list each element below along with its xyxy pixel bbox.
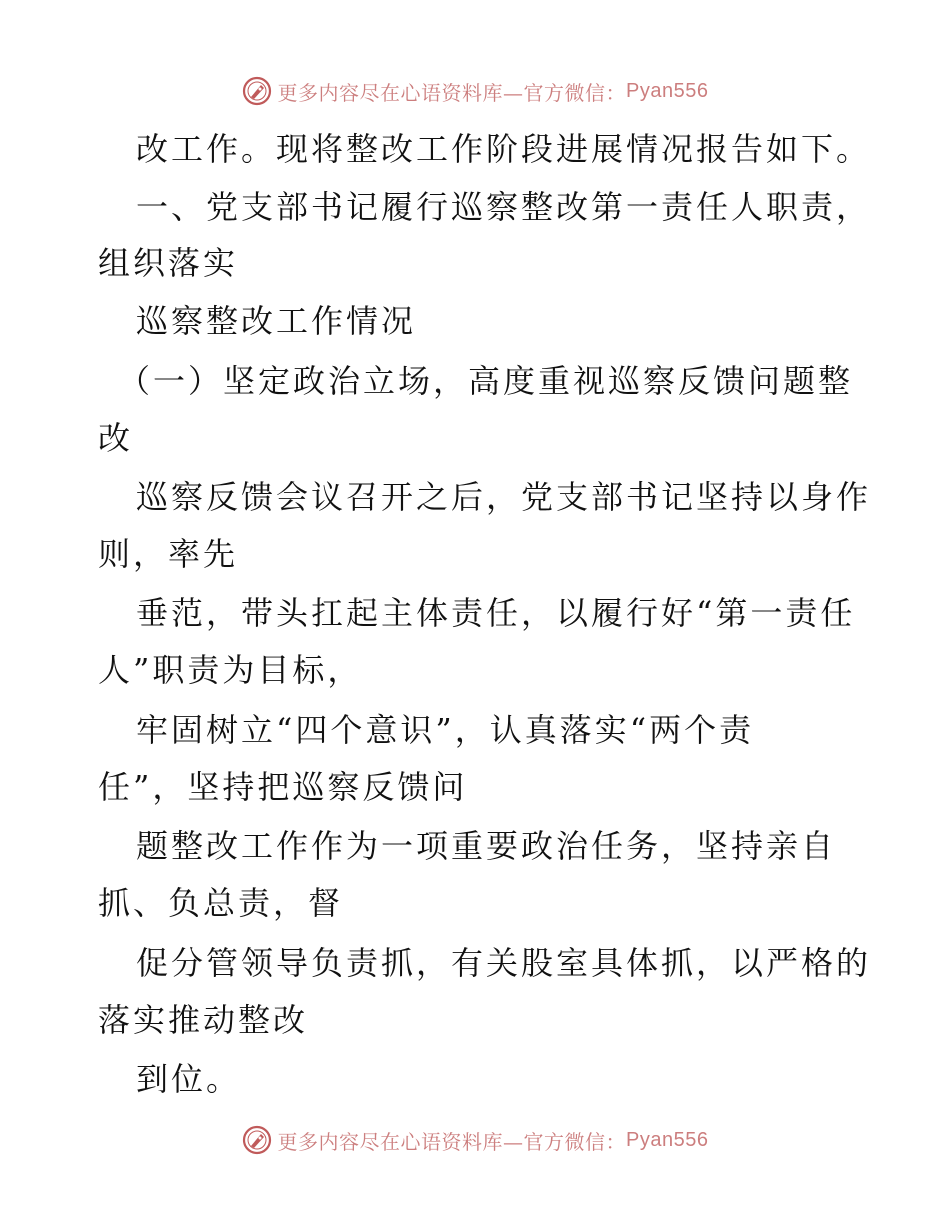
banner-wechat-id: Pyan556	[626, 79, 709, 102]
banner-text: 更多内容尽在心语资料库—官方微信：	[277, 80, 627, 105]
body-line: 人”职责为目标，	[98, 651, 363, 689]
banner-text: 更多内容尽在心语资料库—官方微信：	[277, 1129, 627, 1154]
section-heading-line: 一、党支部书记履行巡察整改第一责任人职责，	[136, 188, 872, 226]
body-line: 巡察反馈会议召开之后，党支部书记坚持以身作	[136, 478, 872, 516]
pen-nib-circle-icon	[242, 1125, 272, 1155]
subsection-heading-line: （一）坚定政治立场，高度重视巡察反馈问题整	[118, 362, 854, 400]
section-heading-line: 组织落实	[98, 244, 239, 282]
body-line: 题整改工作作为一项重要政治任务，坚持亲自	[136, 827, 837, 865]
section-heading-line: 巡察整改工作情况	[136, 302, 417, 340]
subsection-heading-line: 改	[98, 419, 134, 457]
body-line: 改工作。现将整改工作阶段进展情况报告如下。	[136, 130, 872, 168]
body-line: 牢固树立“四个意识”，认真落实“两个责	[136, 711, 755, 749]
footer-banner	[0, 1120, 950, 1160]
pen-nib-circle-icon	[242, 76, 272, 106]
banner-wechat-id: Pyan556	[626, 1128, 709, 1151]
body-line: 抓、负总责，督	[98, 884, 344, 922]
body-line: 则，率先	[98, 535, 239, 573]
body-line: 垂范，带头扛起主体责任，以履行好“第一责任	[136, 594, 856, 632]
body-line: 落实推动整改	[98, 1001, 309, 1039]
header-banner	[0, 71, 950, 111]
body-line: 到位。	[136, 1060, 242, 1098]
body-line: 任”，坚持把巡察反馈问	[98, 768, 468, 806]
body-line: 促分管领导负责抓，有关股室具体抓，以严格的	[136, 944, 872, 982]
